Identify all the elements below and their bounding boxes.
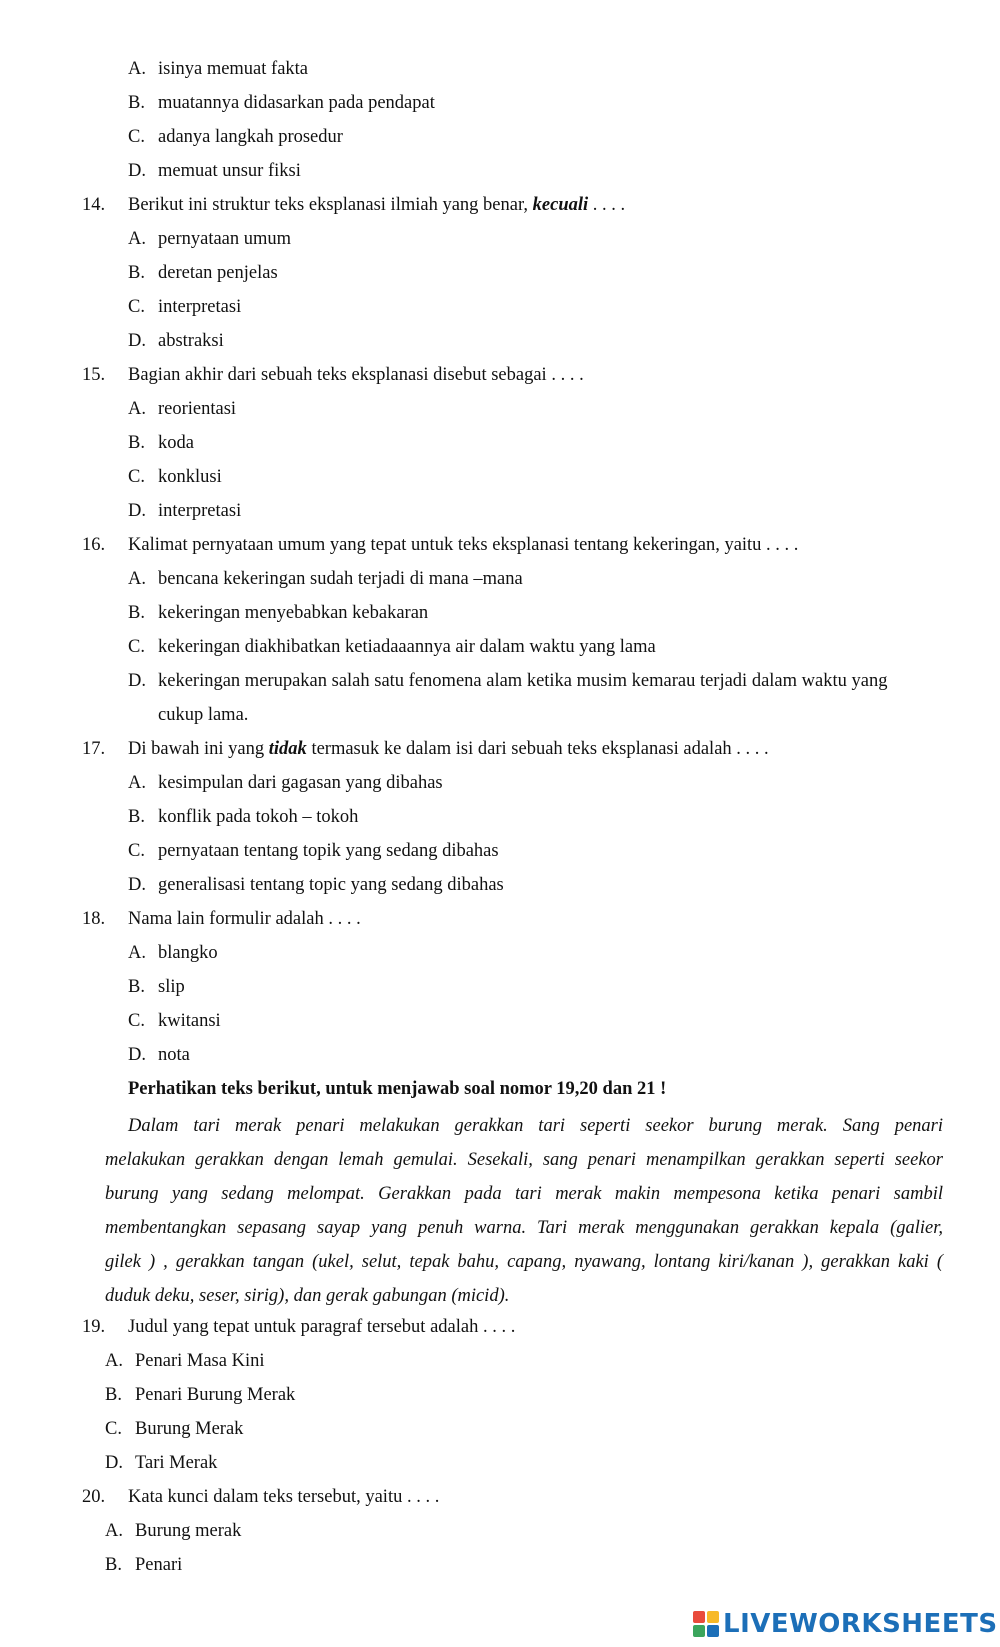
passage-line-5: gilek ) , gerakkan tangan (ukel, selut, tepak bahu, capang, nyawang, lontang kiri/kanan ), gerakkan kaki (: [105, 1252, 943, 1272]
question-18: [0, 906, 1000, 932]
q15-option-d[interactable]: [0, 498, 1000, 524]
question-number: 15.: [82, 365, 106, 385]
option-letter: D.: [105, 1453, 123, 1473]
q16-option-d[interactable]: [0, 668, 1000, 694]
option-letter: A.: [128, 229, 146, 249]
q15-option-c[interactable]: [0, 464, 1000, 490]
option-text: Penari Burung Merak: [135, 1385, 296, 1405]
option-letter: D.: [128, 671, 146, 691]
option-text: kekeringan diakhibatkan ketiadaaannya air dalam waktu yang lama: [158, 637, 656, 657]
question-15: [0, 362, 1000, 388]
option-letter: C.: [128, 127, 145, 147]
instruction-text: Perhatikan teks berikut, untuk menjawab soal nomor 19,20 dan 21 !: [128, 1079, 667, 1099]
question-text-part: . . . .: [588, 195, 626, 215]
option-text: bencana kekeringan sudah terjadi di mana –mana: [158, 569, 523, 589]
logo-square: [707, 1611, 719, 1623]
logo-square: [693, 1625, 705, 1637]
liveworksheets-logo[interactable]: [693, 1608, 998, 1640]
option-text: reorientasi: [158, 399, 237, 419]
question-text-part: Di bawah ini yang: [128, 739, 269, 759]
option-letter: D.: [128, 875, 146, 895]
option-text: koda: [158, 433, 194, 453]
option-letter: A.: [128, 943, 146, 963]
q19-option-b[interactable]: [0, 1382, 1000, 1408]
question-text: Judul yang tepat untuk paragraf tersebut adalah . . . .: [128, 1317, 516, 1337]
q17-option-b[interactable]: [0, 804, 1000, 830]
question-number: 17.: [82, 739, 106, 759]
option-text: isinya memuat fakta: [158, 59, 309, 79]
question-16: [0, 532, 1000, 558]
question-17: [0, 736, 1000, 762]
q13-option-b[interactable]: [0, 90, 1000, 116]
option-letter: A.: [128, 59, 146, 79]
option-text: kesimpulan dari gagasan yang dibahas: [158, 773, 443, 793]
q16-option-b[interactable]: [0, 600, 1000, 626]
option-text: muatannya didasarkan pada pendapat: [158, 93, 435, 113]
option-text: konflik pada tokoh – tokoh: [158, 807, 359, 827]
q20-option-b[interactable]: [0, 1552, 1000, 1578]
option-letter: B.: [105, 1555, 122, 1575]
option-text: slip: [158, 977, 185, 997]
logo-mark-icon: [693, 1611, 719, 1637]
option-text: kwitansi: [158, 1011, 221, 1031]
q15-option-a[interactable]: [0, 396, 1000, 422]
option-letter: C.: [128, 637, 145, 657]
q20-option-a[interactable]: [0, 1518, 1000, 1544]
question-number: 16.: [82, 535, 106, 555]
option-text: deretan penjelas: [158, 263, 278, 283]
q14-option-a[interactable]: [0, 226, 1000, 252]
q17-option-c[interactable]: [0, 838, 1000, 864]
question-text-part: termasuk ke dalam isi dari sebuah teks eksplanasi adalah . . . .: [306, 739, 769, 759]
option-letter: D.: [128, 501, 146, 521]
question-keyword: kecuali: [532, 195, 589, 215]
option-letter: C.: [128, 1011, 145, 1031]
logo-text: LIVEWORKSHEETS: [723, 1609, 998, 1639]
logo-square: [707, 1625, 719, 1637]
q16-option-c[interactable]: [0, 634, 1000, 660]
q16-option-a[interactable]: [0, 566, 1000, 592]
option-letter: A.: [128, 773, 146, 793]
question-number: 14.: [82, 195, 106, 215]
q13-option-d[interactable]: [0, 158, 1000, 184]
question-20: [0, 1484, 1000, 1510]
option-letter: C.: [105, 1419, 122, 1439]
option-letter: B.: [128, 433, 145, 453]
option-letter: A.: [128, 399, 146, 419]
passage-line-4: membentangkan sepasang sayap yang penuh warna. Tari merak menggunakan gerakkan kepala (galier,: [105, 1218, 943, 1238]
option-letter: C.: [128, 841, 145, 861]
q18-option-b[interactable]: [0, 974, 1000, 1000]
option-text: pernyataan umum: [158, 229, 292, 249]
option-letter: D.: [128, 161, 146, 181]
option-letter: D.: [128, 1045, 146, 1065]
option-letter: B.: [128, 807, 145, 827]
passage-line-1: Dalam tari merak penari melakukan gerakkan tari seperti seekor burung merak. Sang penari: [128, 1116, 943, 1136]
option-letter: C.: [128, 467, 145, 487]
option-text: kekeringan menyebabkan kebakaran: [158, 603, 429, 623]
logo-square: [693, 1611, 705, 1623]
option-text: Penari: [135, 1555, 183, 1575]
option-letter: A.: [105, 1351, 123, 1371]
passage-line-3: burung yang sedang melompat. Gerakkan pada tari merak makin mempesona ketika penari sambil: [105, 1184, 943, 1204]
option-text: Burung merak: [135, 1521, 242, 1541]
option-text: interpretasi: [158, 297, 242, 317]
question-14: [0, 192, 1000, 218]
question-text: [128, 192, 625, 218]
q16-option-d-continuation[interactable]: [0, 702, 1000, 728]
question-19: [0, 1314, 1000, 1340]
passage-line-6: duduk deku, seser, sirig), dan gerak gabungan (micid).: [105, 1286, 510, 1306]
option-letter: B.: [105, 1385, 122, 1405]
option-text: pernyataan tentang topik yang sedang dibahas: [158, 841, 499, 861]
option-text: adanya langkah prosedur: [158, 127, 343, 147]
option-letter: B.: [128, 263, 145, 283]
option-text: cukup lama.: [158, 705, 249, 725]
option-letter: A.: [128, 569, 146, 589]
option-text: blangko: [158, 943, 218, 963]
question-text: Kata kunci dalam teks tersebut, yaitu . . . .: [128, 1487, 440, 1507]
q19-option-d[interactable]: [0, 1450, 1000, 1476]
option-text: generalisasi tentang topic yang sedang dibahas: [158, 875, 504, 895]
q19-option-a[interactable]: [0, 1348, 1000, 1374]
q19-option-c[interactable]: [0, 1416, 1000, 1442]
question-number: 19.: [82, 1317, 106, 1337]
q14-option-c[interactable]: [0, 294, 1000, 320]
option-text: Penari Masa Kini: [135, 1351, 265, 1371]
q18-option-d[interactable]: [0, 1042, 1000, 1068]
q13-option-a[interactable]: [0, 56, 1000, 82]
question-text: Bagian akhir dari sebuah teks eksplanasi disebut sebagai . . . .: [128, 365, 584, 385]
option-letter: C.: [128, 297, 145, 317]
question-keyword: tidak: [268, 739, 307, 759]
option-text: interpretasi: [158, 501, 242, 521]
q18-option-a[interactable]: [0, 940, 1000, 966]
option-letter: D.: [128, 331, 146, 351]
q14-option-d[interactable]: [0, 328, 1000, 354]
passage-line-2: melakukan gerakkan dengan lemah gemulai. Sesekali, sang penari menampilkan gerakkan seperti seekor: [105, 1150, 943, 1170]
reading-instruction: [0, 1076, 1000, 1102]
option-text: konklusi: [158, 467, 222, 487]
option-text: abstraksi: [158, 331, 224, 351]
option-letter: B.: [128, 603, 145, 623]
option-text: Tari Merak: [135, 1453, 218, 1473]
question-text-part: Berikut ini struktur teks eksplanasi ilmiah yang benar,: [128, 195, 533, 215]
q13-option-c[interactable]: [0, 124, 1000, 150]
option-letter: B.: [128, 977, 145, 997]
option-text: Burung Merak: [135, 1419, 244, 1439]
option-text: memuat unsur fiksi: [158, 161, 301, 181]
q17-option-d[interactable]: [0, 872, 1000, 898]
option-text: nota: [158, 1045, 190, 1065]
question-text: [128, 736, 769, 762]
option-letter: B.: [128, 93, 145, 113]
option-letter: A.: [105, 1521, 123, 1541]
q17-option-a[interactable]: [0, 770, 1000, 796]
q14-option-b[interactable]: [0, 260, 1000, 286]
q18-option-c[interactable]: [0, 1008, 1000, 1034]
option-text: kekeringan merupakan salah satu fenomena alam ketika musim kemarau terjadi dalam waktu yang: [158, 671, 888, 691]
question-text: Kalimat pernyataan umum yang tepat untuk teks eksplanasi tentang kekeringan, yaitu . . . .: [128, 535, 799, 555]
question-text: Nama lain formulir adalah . . . .: [128, 909, 361, 929]
question-number: 18.: [82, 909, 106, 929]
question-number: 20.: [82, 1487, 106, 1507]
q15-option-b[interactable]: [0, 430, 1000, 456]
